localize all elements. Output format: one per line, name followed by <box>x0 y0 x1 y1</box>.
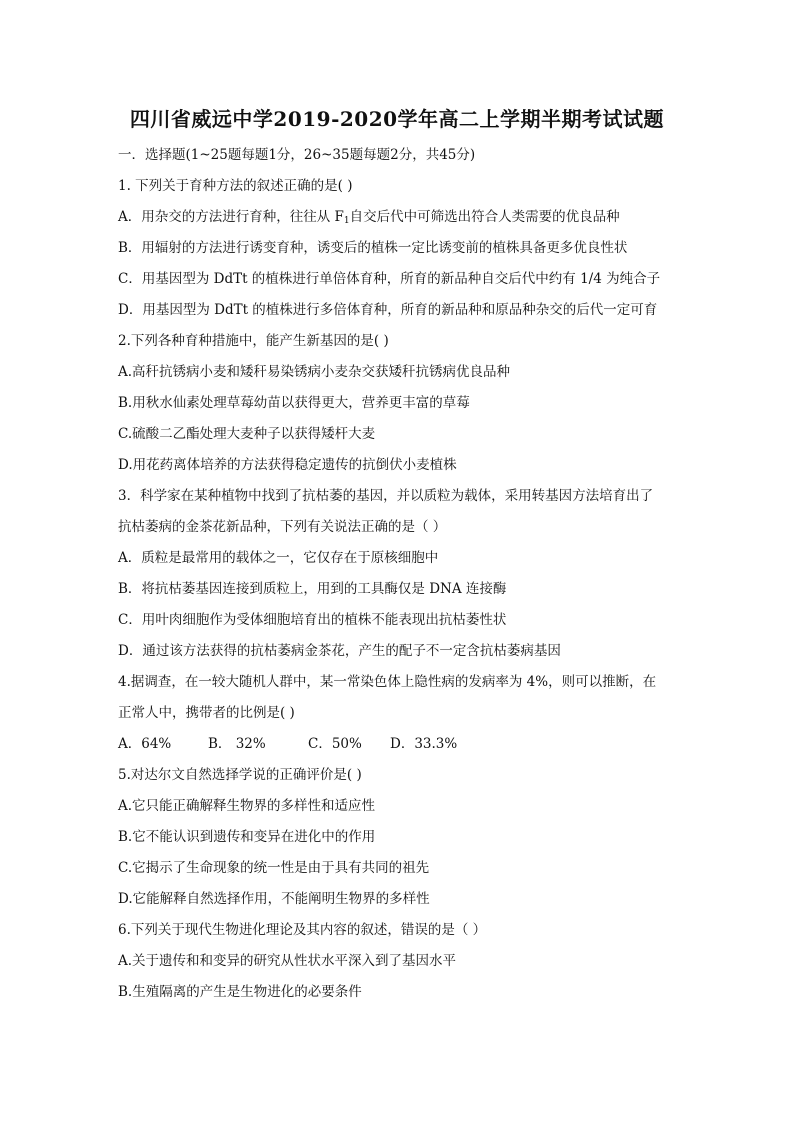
q1-option-a-subscript: 1 <box>343 216 350 226</box>
q4-option-a: A．64% <box>118 736 172 752</box>
q6-stem: 6.下列关于现代生物进化理论及其内容的叙述，错误的是（ ） <box>118 922 487 938</box>
q4-options <box>118 729 678 760</box>
q6-option-b: B.生殖隔离的产生是生物进化的必要条件 <box>118 984 362 1000</box>
q3-option-c: C．用叶肉细胞作为受体细胞培育出的植株不能表现出抗枯萎性状 <box>118 612 507 628</box>
q5-stem: 5.对达尔文自然选择学说的正确评价是( ) <box>118 767 362 783</box>
q2-option-d: D.用花药离体培养的方法获得稳定遗传的抗倒伏小麦植株 <box>118 457 457 473</box>
q6-option-a: A.关于遗传和和变异的研究从性状水平深入到了基因水平 <box>118 953 457 969</box>
q3-option-b: B．将抗枯萎基因连接到质粒上，用到的工具酶仅是 DNA 连接酶 <box>118 581 507 597</box>
document-body <box>118 140 678 1008</box>
q2-option-b: B.用秋水仙素处理草莓幼苗以获得更大，营养更丰富的草莓 <box>118 395 470 411</box>
q1-option-c: C．用基因型为 DdTt 的植株进行单倍体育种，所育的新品种自交后代中约有 1/4 为纯合子 <box>118 271 661 287</box>
q1-option-a-post: 自交后代中可筛选出符合人类需要的优良品种 <box>349 209 620 225</box>
q1-stem: 1. 下列关于育种方法的叙述正确的是( ) <box>118 178 353 194</box>
q3-stem-line2: 抗枯萎病的金茶花新品种，下列有关说法正确的是（ ） <box>118 519 447 535</box>
q1-option-b: B．用辐射的方法进行诱变育种，诱变后的植株一定比诱变前的植株具备更多优良性状 <box>118 240 628 256</box>
q4-stem-line1: 4.据调查，在一较大随机人群中，某一常染色体上隐性病的发病率为 4%，则可以推断，在 <box>118 674 657 690</box>
q3-stem-line1: 3．科学家在某种植物中找到了抗枯萎的基因，并以质粒为载体，采用转基因方法培育出了 <box>118 488 654 504</box>
q5-option-d: D.它能解释自然选择作用，不能阐明生物界的多样性 <box>118 891 430 907</box>
q5-option-b: B.它不能认识到遗传和变异在进化中的作用 <box>118 829 376 845</box>
q1-option-a-pre: A．用杂交的方法进行育种，往往从 F <box>118 209 344 225</box>
q4-option-d: D．33.3% <box>390 736 458 752</box>
q4-stem-line2: 正常人中，携带者的比例是( ) <box>118 705 295 721</box>
q4-option-b: B． 32% <box>208 736 266 752</box>
q5-option-c: C.它揭示了生命现象的统一性是由于具有共同的祖先 <box>118 860 430 876</box>
q3-option-d: D．通过该方法获得的抗枯萎病金茶花，产生的配子不一定含抗枯萎病基因 <box>118 643 561 659</box>
q2-option-c: C.硫酸二乙酯处理大麦种子以获得矮杆大麦 <box>118 426 376 442</box>
page-title: 四川省威远中学2019-2020学年高二上学期半期考试试题 <box>129 107 665 131</box>
q5-option-a: A.它只能正确解释生物界的多样性和适应性 <box>118 798 376 814</box>
q1-option-a <box>118 202 678 233</box>
section-heading: 一．选择题(1~25题每题1分，26~35题每题2分，共45分) <box>118 147 476 163</box>
q4-option-c: C．50% <box>308 736 362 752</box>
q2-option-a: A.高秆抗锈病小麦和矮秆易染锈病小麦杂交获矮秆抗锈病优良品种 <box>118 364 511 380</box>
q1-option-d: D．用基因型为 DdTt 的植株进行多倍体育种，所育的新品种和原品种杂交的后代一定可育 <box>118 302 658 318</box>
q3-option-a: A．质粒是最常用的载体之一，它仅存在于原核细胞中 <box>118 550 439 566</box>
q2-stem: 2.下列各种育种措施中，能产生新基因的是( ) <box>118 333 389 349</box>
